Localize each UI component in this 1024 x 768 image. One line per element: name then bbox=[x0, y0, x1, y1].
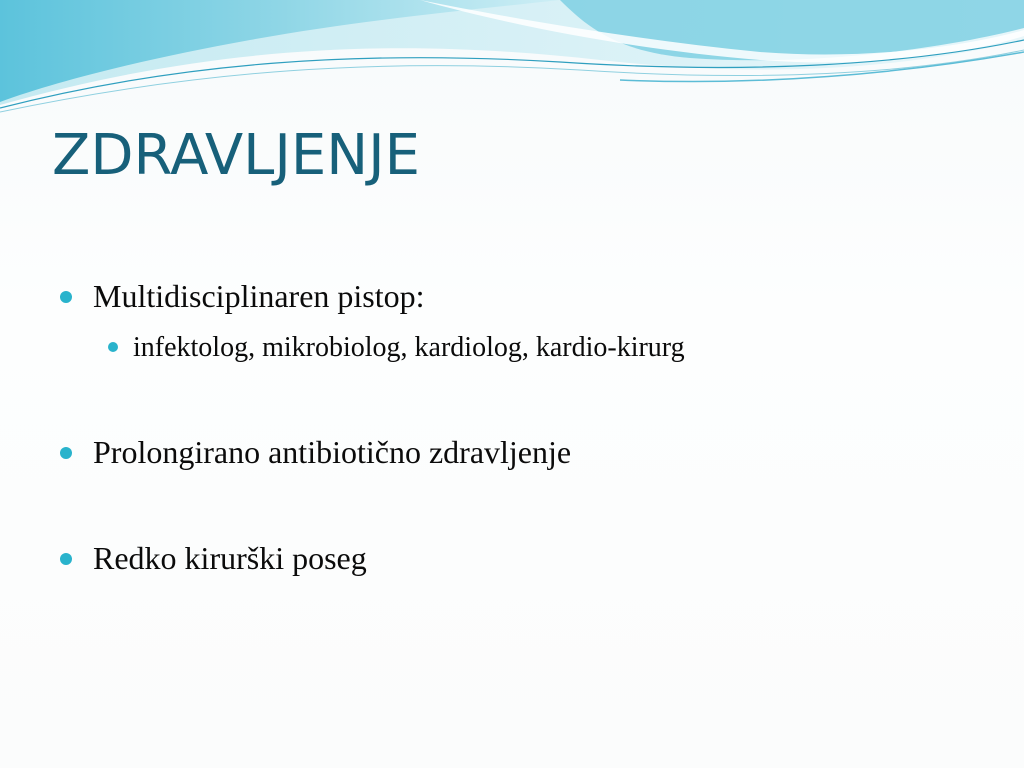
bullet-text: Multidisciplinaren pistop: bbox=[93, 278, 425, 314]
slide-title: ZDRAVLJENJE bbox=[52, 123, 421, 188]
bullet-item bbox=[60, 434, 571, 471]
bullet-dot-icon bbox=[60, 447, 72, 459]
bullet-text: Redko kirurški poseg bbox=[93, 540, 367, 576]
sub-bullet-item bbox=[108, 332, 685, 364]
sub-bullet-text: infektolog, mikrobiolog, kardiolog, kardio-kirurg bbox=[133, 332, 685, 363]
bullet-dot-icon bbox=[108, 342, 118, 352]
bullet-item bbox=[60, 278, 425, 315]
bullet-dot-icon bbox=[60, 553, 72, 565]
bullet-item bbox=[60, 540, 367, 577]
bullet-text: Prolongirano antibiotično zdravljenje bbox=[93, 434, 572, 470]
header-wave-decoration bbox=[0, 0, 1024, 130]
bullet-dot-icon bbox=[60, 291, 72, 303]
